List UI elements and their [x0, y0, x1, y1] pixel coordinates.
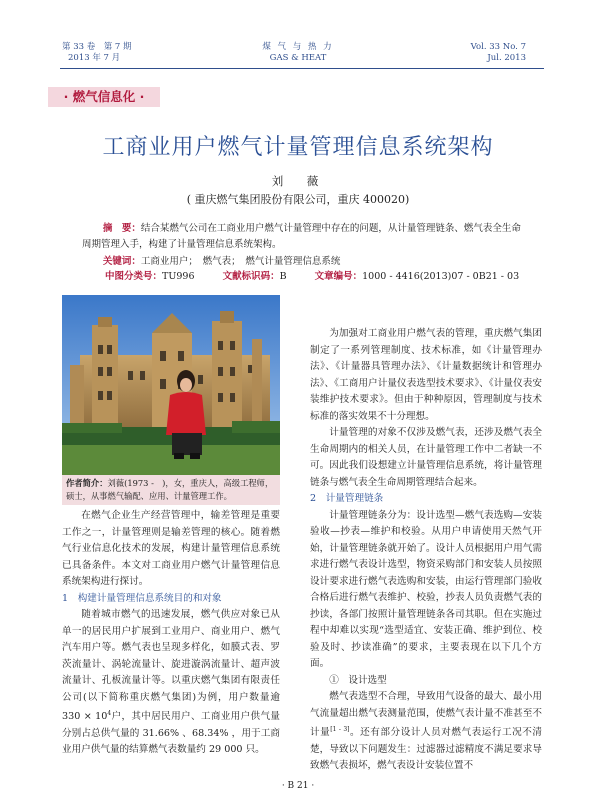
author-photo-image — [62, 295, 280, 475]
paragraph-gas-development-tail: 户，其中居民用户、工商业用户供气量分别占总供气量的 31.66% 、68.34% ，用于工商业用户供气量的结算燃气表数量约 29 000 只。 — [62, 711, 280, 756]
keywords — [82, 254, 522, 270]
clc-value: TU996 — [162, 271, 195, 282]
classification-row — [82, 270, 519, 284]
doc-code-label: 文献标识码： — [222, 271, 280, 282]
abstract-text: 结合某燃气公司在工商业用户燃气计量管理中存在的问题，从计量管理链条、燃气表全生命周期管理入手，构建了计量管理信息系统架构。 — [82, 223, 521, 250]
section-heading-2: 2 计量管理链条 — [310, 493, 384, 504]
publication-date: 2013 年 7 月 — [68, 53, 121, 63]
subsection-heading-design: ① 设计选型 — [329, 674, 387, 686]
article-number-value: 1000 - 4416(2013)07 - 0B21 - 03 — [362, 271, 520, 282]
paragraph-chain: 计量管理链条分为：设计选型—燃气表选购—安装验收—抄表—维护和校验。从用户申请使用天然气开始，计量管理链条就开始了。设计人员根据用户用气需求进行燃气表设计选型，物资采购部门和安装人员按照设计要求进行燃气表选购和安装，由运行管理部门验收合格后进行燃气表维护、校验，抄表人员负责燃气表的抄读，各部门按照计量管理链条各司其职。但在实施过程中却难以实现“选型适宜、安装正确、维护到位、校验及时、抄读准确”的要求，主要表现在以下几个方面。 — [310, 509, 542, 669]
author-bio-label: 作者简介： — [66, 478, 108, 488]
section-tag: · 燃气信息化 · — [48, 87, 160, 107]
author-photo — [62, 295, 280, 475]
doc-code-value: B — [279, 271, 287, 282]
article-number-label: 文章编号： — [314, 271, 363, 282]
paragraph-gas-development — [62, 607, 280, 759]
running-header-volume-en — [471, 42, 526, 64]
journal-name-cn: 煤 气 与 热 力 — [262, 42, 334, 52]
author-bio — [62, 475, 280, 505]
publication-date-en: Jul. 2013 — [487, 53, 526, 63]
header-divider — [60, 68, 544, 69]
clc-label: 中图分类号： — [105, 271, 163, 282]
keywords-text: 工商业用户； 燃气表； 燃气计量管理信息系统 — [140, 256, 341, 267]
paragraph-design-selection-text: 燃气表选型不合理，导致用气设备的最大、最小用气流量超出燃气表测量范围，使燃气表计量不准甚至不计量 — [310, 691, 542, 739]
author-bio-text: 刘薇(1973 - )，女，重庆人，高级工程师，硕士，从事燃气输配、应用、计量管理工作。 — [66, 478, 274, 501]
article-title: 工商业用户燃气计量管理信息系统架构 — [102, 135, 494, 160]
journal-name-en: GAS & HEAT — [269, 53, 327, 63]
left-column — [62, 508, 280, 759]
paragraph-management-rules: 为加强对工商业用户燃气表的管理，重庆燃气集团制定了一系列管理制度、技术标准，如《计量管理办法》、《计量器具管理办法》、《计量数据统计和管理办法》、《工商用户计量仪表选型技术要求》、《计量仪表安装维护技术要求》。但由于种种原因，管理制度与技术标准的落实效果不十分理想。 — [310, 328, 542, 422]
volume-issue-en: Vol. 33 No. 7 — [470, 42, 526, 52]
volume-issue: 第 33 卷 第 7 期 — [62, 42, 132, 52]
abstract-label: 摘 要： — [102, 223, 141, 234]
citation-ref: [1 - 3] — [330, 726, 350, 733]
author-affiliation: ( 重庆燃气集团股份有限公司，重庆 400020) — [186, 193, 410, 206]
paragraph-management-objects: 计量管理的对象不仅涉及燃气表，还涉及燃气表全生命周期内的相关人员，在计量管理工作中二者缺一不可。因此我们设想建立计量管理信息系统，将计量管理链条与燃气表全生命周期管理结合起来。 — [310, 427, 542, 488]
abstract-block — [82, 221, 522, 270]
paragraph-gas-development-text: 随着城市燃气的迅速发展，燃气供应对象已从单一的居民用户扩展到工业用户、商业用户、燃气汽车用户等。燃气表也呈现多样化，如膜式表、罗茨流量计、涡轮流量计、旋进漩涡流量计、超声波流量计、孔板流量计等。以重庆燃气集团有限责任公司(以下简称重庆燃气集团)为例，用户数量逾 330 × 10 — [62, 609, 280, 723]
page-number: · B 21 · — [281, 781, 315, 791]
keywords-label: 关键词： — [102, 256, 141, 267]
author-name: 刘 薇 — [271, 174, 325, 188]
section-heading-1: 1 构建计量管理信息系统目的和对象 — [62, 592, 222, 604]
paragraph-design-selection — [310, 689, 542, 775]
exponent: 4 — [107, 710, 112, 717]
right-column — [310, 326, 542, 775]
abstract — [82, 221, 522, 253]
paragraph-design-selection-tail: 。还有部分设计人员对燃气表运行工况不清楚，导致以下问题发生：过滤器过滤精度不满足要求导致燃气表损坏，燃气表设计安装位置不 — [310, 727, 542, 772]
intro-paragraph: 在燃气企业生产经营管理中，输差管理是重要工作之一，计量管理则是输差管理的核心。随着燃气行业信息化技术的发展，构建计量管理信息系统已具备条件。本文对工商业用户燃气计量管理信息系统架构进行探讨。 — [62, 510, 280, 587]
